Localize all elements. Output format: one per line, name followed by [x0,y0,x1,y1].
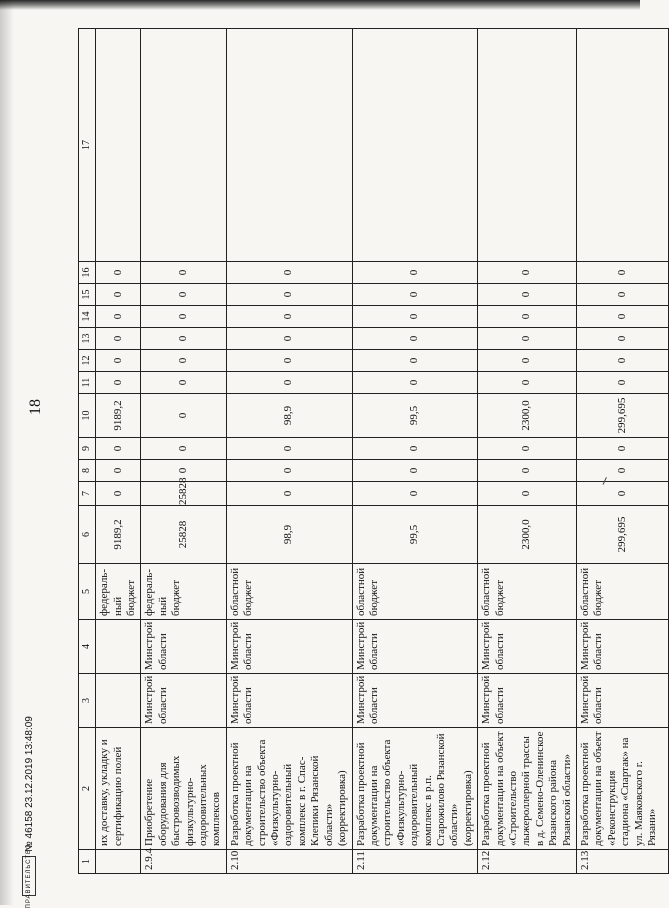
page-number: 18 [27,399,44,415]
row-executor: Минстрой области [478,674,577,728]
row-note [352,29,478,262]
row-coexecutor: Минстрой области [478,620,577,674]
row-value: 0 [226,482,352,506]
col-number: 7 [79,482,96,506]
col-number: 2 [79,728,96,850]
row-value: 0 [226,460,352,482]
row-value: 2300,0 [478,394,577,438]
row-value: 0 [352,328,478,350]
col-number: 13 [79,328,96,350]
budget-table [78,28,669,874]
row-value: 0 [352,438,478,460]
row-value: 0 [352,372,478,394]
row-value: 0 [226,438,352,460]
row-id: 2.12 [478,850,577,874]
row-value: 0 [478,482,577,506]
row-value: 0 [96,306,141,328]
table-row [141,29,226,874]
row-value: 0 [577,372,669,394]
row-source: областной бюджет [577,564,669,620]
row-value: 0 [96,262,141,284]
col-number: 3 [79,674,96,728]
row-source: областной бюджет [478,564,577,620]
row-name: Разработка проектной документации на объект «Строительство лыжероллерной трассы в д. Семено-Оленинское Рязанского района Рязанской области» [478,728,577,850]
col-number: 5 [79,564,96,620]
col-number: 15 [79,284,96,306]
row-source: федераль-ный бюджет [96,564,141,620]
row-source: федераль-ный бюджет [141,564,226,620]
row-note [478,29,577,262]
row-coexecutor: Минстрой области [226,620,352,674]
col-number: 11 [79,372,96,394]
row-note [226,29,352,262]
row-value: 0 [478,306,577,328]
row-value: 0 [141,394,226,438]
scan-shadow-left [0,0,14,905]
table-row [577,29,669,874]
row-value: 0 [352,262,478,284]
table-row [96,29,141,874]
row-total: 98,9 [226,506,352,564]
row-note [577,29,669,262]
row-id [96,850,141,874]
row-value: 299,695 [577,394,669,438]
row-value: 0 [96,460,141,482]
col-number: 4 [79,620,96,674]
row-value: 0 [226,372,352,394]
row-coexecutor: Минстрой области [141,620,226,674]
row-value: 0 [478,328,577,350]
row-value: 0 [478,350,577,372]
col-number: 12 [79,350,96,372]
row-name: Разработка проектной документации на строительство объекта «Физкультурно-оздоровительный комплекс в р.п. Старожилово Рязанской области» (корректировка) [352,728,478,850]
row-id: 2.10 [226,850,352,874]
stamp-text: № 46158 23.12.2019 13:48:09 [23,716,35,852]
row-id: 2.13 [577,850,669,874]
row-value: 0 [352,350,478,372]
row-value: 25828 [141,482,226,506]
row-value: 0 [96,482,141,506]
row-name: их доставку, укладку и сертификацию полей [96,728,141,850]
row-total: 9189,2 [96,506,141,564]
row-value: 0 [96,438,141,460]
row-source: областной бюджет [352,564,478,620]
row-value: 0 [226,328,352,350]
row-value: 9189,2 [96,394,141,438]
row-executor [96,674,141,728]
row-name: Разработка проектной документации на объект «Реконструкция стадиона «Спартак» на ул. Маяковского г. Рязани» [577,728,669,850]
row-value: 0 [577,482,669,506]
row-value: 0 [478,460,577,482]
row-name: Разработка проектной документации на строительство объекта «Физкультурно-оздоровительный комплекс в г. Спас-Клепики Рязанской области» (корректировка) [226,728,352,850]
row-value: 0 [141,328,226,350]
table-row [478,29,577,874]
row-total: 299,695 [577,506,669,564]
stamp-logo: ПРАВИТЕЛЬСТВО [22,856,36,896]
row-executor: Минстрой области [226,674,352,728]
row-total: 2300,0 [478,506,577,564]
row-note [96,29,141,262]
row-value: 0 [141,438,226,460]
row-value: 0 [96,328,141,350]
row-value: 0 [141,306,226,328]
row-value: 0 [226,262,352,284]
row-value: 0 [141,372,226,394]
row-value: 0 [478,438,577,460]
row-value: 0 [577,350,669,372]
row-value: 0 [577,262,669,284]
col-number: 17 [79,29,96,262]
row-value: 0 [352,482,478,506]
col-number: 14 [79,306,96,328]
col-number: 9 [79,438,96,460]
row-value: 0 [141,460,226,482]
row-value: 0 [96,284,141,306]
rotated-table-wrapper [78,29,659,874]
col-number: 16 [79,262,96,284]
row-value: 0 [141,284,226,306]
row-value: 0 [577,438,669,460]
row-value: 0 [577,306,669,328]
row-value: 0 [226,284,352,306]
row-total: 99,5 [352,506,478,564]
row-value: 0 [577,284,669,306]
row-value: 0 [96,350,141,372]
row-value: 0 [352,306,478,328]
table-row [226,29,352,874]
row-coexecutor: Минстрой области [352,620,478,674]
row-id: 2.9.4 [141,850,226,874]
row-value: 0 [352,460,478,482]
row-executor: Минстрой области [577,674,669,728]
row-id: 2.11 [352,850,478,874]
row-value: 0 [96,372,141,394]
row-value: 99,5 [352,394,478,438]
row-value: 0 [226,350,352,372]
col-number: 6 [79,506,96,564]
row-value: 0 [141,350,226,372]
row-executor: Минстрой области [352,674,478,728]
row-note [141,29,226,262]
row-value: 0 [577,328,669,350]
row-coexecutor [96,620,141,674]
col-number: 1 [79,850,96,874]
col-number: 10 [79,394,96,438]
row-coexecutor: Минстрой области [577,620,669,674]
row-value: 0 [478,372,577,394]
row-value: 98,9 [226,394,352,438]
row-value: 0 [141,262,226,284]
row-value: 0 [478,284,577,306]
col-number: 8 [79,460,96,482]
row-value: 0 [577,460,669,482]
scan-shadow-top [0,0,640,10]
row-executor: Минстрой области [141,674,226,728]
row-name: Приобретение оборудования для быстровозводимых физкультурно-оздоровительных комплексов [141,728,226,850]
registration-stamp [18,566,40,908]
row-value: 0 [226,306,352,328]
row-value: 0 [352,284,478,306]
row-value: 0 [478,262,577,284]
row-source: областной бюджет [226,564,352,620]
table-row [352,29,478,874]
row-total: 25828 [141,506,226,564]
column-number-row [79,29,96,874]
